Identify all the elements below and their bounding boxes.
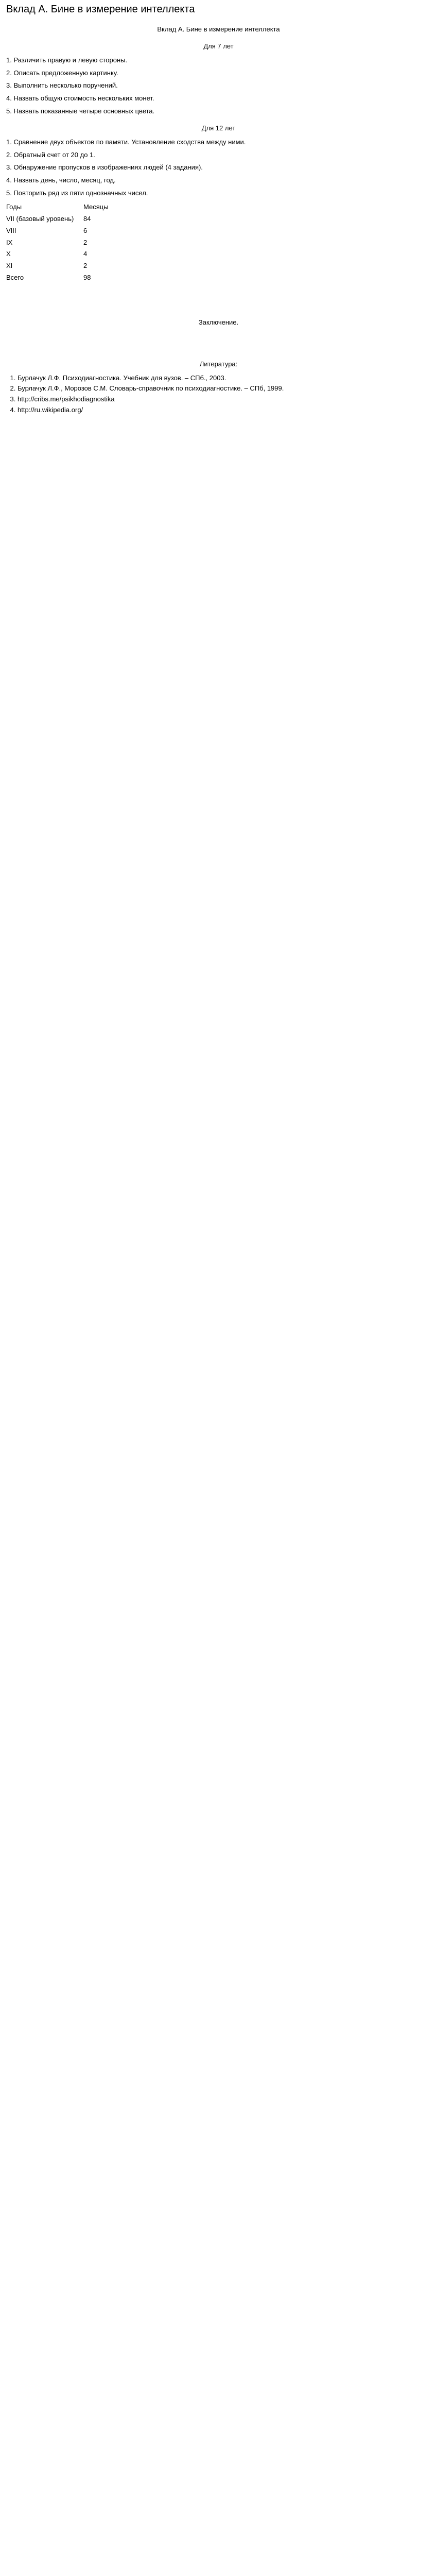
table-row <box>6 248 109 260</box>
page-title: Вклад А. Бине в измерение интеллекта <box>6 4 195 15</box>
literature-item: 2. Бурлачук Л.Ф., Морозов С.М. Словарь-справочник по психодиагностике. – СПб, 1999. <box>18 384 431 394</box>
conclusion-heading: Заключение. <box>198 318 239 326</box>
list-item: 2. Описать предложенную картинку. <box>6 69 118 77</box>
section-spacer <box>6 290 431 311</box>
list-item: 5. Повторить ряд из пяти однозначных чисел. <box>6 189 148 197</box>
table-row <box>6 237 109 249</box>
document-page <box>0 0 436 429</box>
table-header-cell: Годы <box>6 202 22 211</box>
table-header-cell: Месяцы <box>83 202 109 211</box>
literature-item: 1. Бурлачук Л.Ф. Психодиагностика. Учебник для вузов. – СПб., 2003. <box>18 374 431 383</box>
literature-heading: Литература: <box>199 360 238 368</box>
table-cell: VIII <box>6 226 16 234</box>
table-cell: 2 <box>83 238 88 246</box>
table-row <box>6 213 109 225</box>
table-cell: X <box>6 250 11 258</box>
list-item: 1. Сравнение двух объектов по памяти. Установление сходства между ними. <box>6 138 246 146</box>
section-spacer <box>6 332 431 352</box>
literature-link[interactable]: 3. http://cribs.me/psikhodiagnostika <box>18 395 431 404</box>
table-row <box>6 225 109 237</box>
document-subtitle: Вклад А. Бине в измерение интеллекта <box>157 25 280 33</box>
age7-task-list <box>6 56 431 116</box>
list-item: 3. Обнаружение пропусков в изображениях людей (4 задания). <box>6 163 203 172</box>
literature-link[interactable]: 4. http://ru.wikipedia.org/ <box>18 405 431 415</box>
table-cell: VII (базовый уровень) <box>6 214 74 223</box>
list-item: 4. Назвать общую стоимость нескольких монет. <box>6 94 154 103</box>
table-cell: IX <box>6 238 13 246</box>
table-row <box>6 272 109 284</box>
table-cell: XI <box>6 262 13 270</box>
table-cell: 84 <box>83 214 91 223</box>
age12-task-list <box>6 138 431 198</box>
list-item: 5. Назвать показанные четыре основных цвета. <box>6 107 155 115</box>
table-cell: 2 <box>83 262 88 270</box>
literature-list <box>6 374 431 415</box>
list-item: 4. Назвать день, число, месяц, год. <box>6 176 116 184</box>
table-row <box>6 260 109 272</box>
age7-heading: Для 7 лет <box>203 42 234 50</box>
list-item: 3. Выполнить несколько поручений. <box>6 81 118 90</box>
mental-age-table <box>6 201 109 284</box>
table-cell: Всего <box>6 274 24 282</box>
age12-heading: Для 12 лет <box>201 124 236 132</box>
table-cell: 6 <box>83 226 88 234</box>
table-cell: 4 <box>83 250 88 258</box>
list-item: 1. Различить правую и левую стороны. <box>6 56 128 64</box>
list-item: 2. Обратный счет от 20 до 1. <box>6 150 95 159</box>
table-cell: 98 <box>83 274 91 282</box>
table-header-row <box>6 201 109 213</box>
